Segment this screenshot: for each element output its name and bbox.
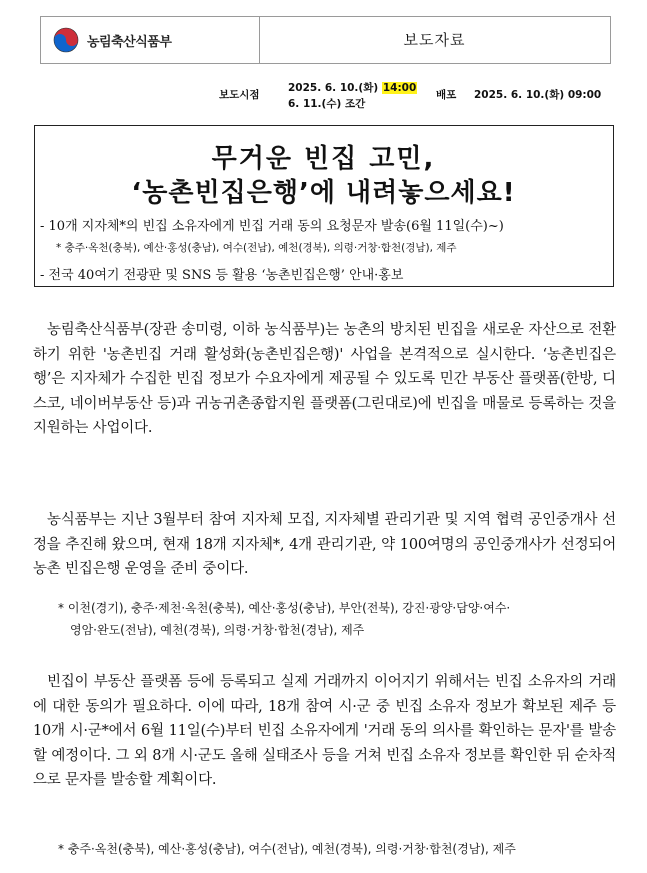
release-time: 14:00 (382, 82, 417, 94)
release-date-2: 6. 11.(수) 조간 (288, 98, 366, 110)
distribution-label: 배포 (436, 89, 457, 101)
subheading-note: * 충주·옥천(충북), 예산·홍성(충남), 여수(전남), 예천(경북), 의령·거창·합천(경남), 제주 (56, 242, 457, 254)
body-paragraph-3: 빈집이 부동산 플랫폼 등에 등록되고 실제 거래까지 이어지기 위해서는 빈집 소유자의 거래에 대한 동의가 필요하다. 이에 따라, 18개 참여 시·군 중 빈집 소유자 정보가 확보된 제주 등 10개 시·군*에서 6월 11일(수)부터 빈집 소유자에게 '거래 동의 의사를 확인하는 문자'를 발송할 예정이다. 그 외 8개 시·군도 올해 실태조사 등을 거쳐 빈집 소유자 정보를 확인한 뒤 순차적으로 문자를 발송할 계획이다. (33, 674, 616, 788)
body-paragraph-1: 농림축산식품부(장관 송미령, 이하 농식품부)는 농촌의 방치된 빈집을 새로운 자산으로 전환하기 위한 '농촌빈집 거래 활성화(농촌빈집은행)' 사업을 본격적으로 실시한다. ‘농촌빈집은행’은 지자체가 수집한 빈집 정보가 수요자에게 제공될 수 있도록 민간 부동산 플랫폼(한방, 디스코, 네이버부동산 등)과 귀농귀촌종합지원 플랫폼(그린대로)에 빈집을 매물로 등록하는 것을 지원하는 사업이다. (33, 322, 616, 436)
footnote-2: * 충주·옥천(충북), 예산·홍성(충남), 여수(전남), 예천(경북), 의령·거창·합천(경남), 제주 (58, 842, 516, 856)
subheading-2: - 전국 40여기 전광판 및 SNS 등 활용 ‘농촌빈집은행’ 안내·홍보 (40, 268, 404, 283)
taegeuk-logo-icon (53, 27, 79, 53)
subheading-1: - 10개 지자체*의 빈집 소유자에게 빈집 거래 동의 요청문자 발송(6월 11일(수)~) (40, 219, 504, 234)
header-box (40, 16, 611, 64)
footnote-1: * 이천(경기), 충주·제천·옥천(충북), 예산·홍성(충남), 부안(전북), 강진·광양·담양·여수· (58, 601, 511, 615)
release-date (288, 80, 417, 95)
body-paragraph-2: 농식품부는 지난 3월부터 참여 지자체 모집, 지자체별 관리기관 및 지역 협력 공인중개사 선정을 추진해 왔으며, 현재 18개 지자체*, 4개 관리기관, 약 100여명의 공인중개사가 선정되어 농촌 빈집은행 운영을 준비 중이다. (33, 512, 616, 577)
release-date-text: 2025. 6. 10.(화) (288, 82, 379, 94)
headline-line-2: ‘농촌빈집은행’에 내려놓으세요! (131, 178, 516, 208)
doc-type: 보도자료 (403, 31, 466, 49)
footnote-1-continued: 영암·완도(전남), 예천(경북), 의령·거창·합천(경남), 제주 (70, 623, 365, 637)
ministry-name: 농림축산식품부 (87, 35, 172, 50)
distribution-date: 2025. 6. 10.(화) 09:00 (474, 89, 602, 101)
headline-line-1: 무거운 빈집 고민, (211, 144, 436, 174)
release-label: 보도시점 (219, 89, 260, 101)
